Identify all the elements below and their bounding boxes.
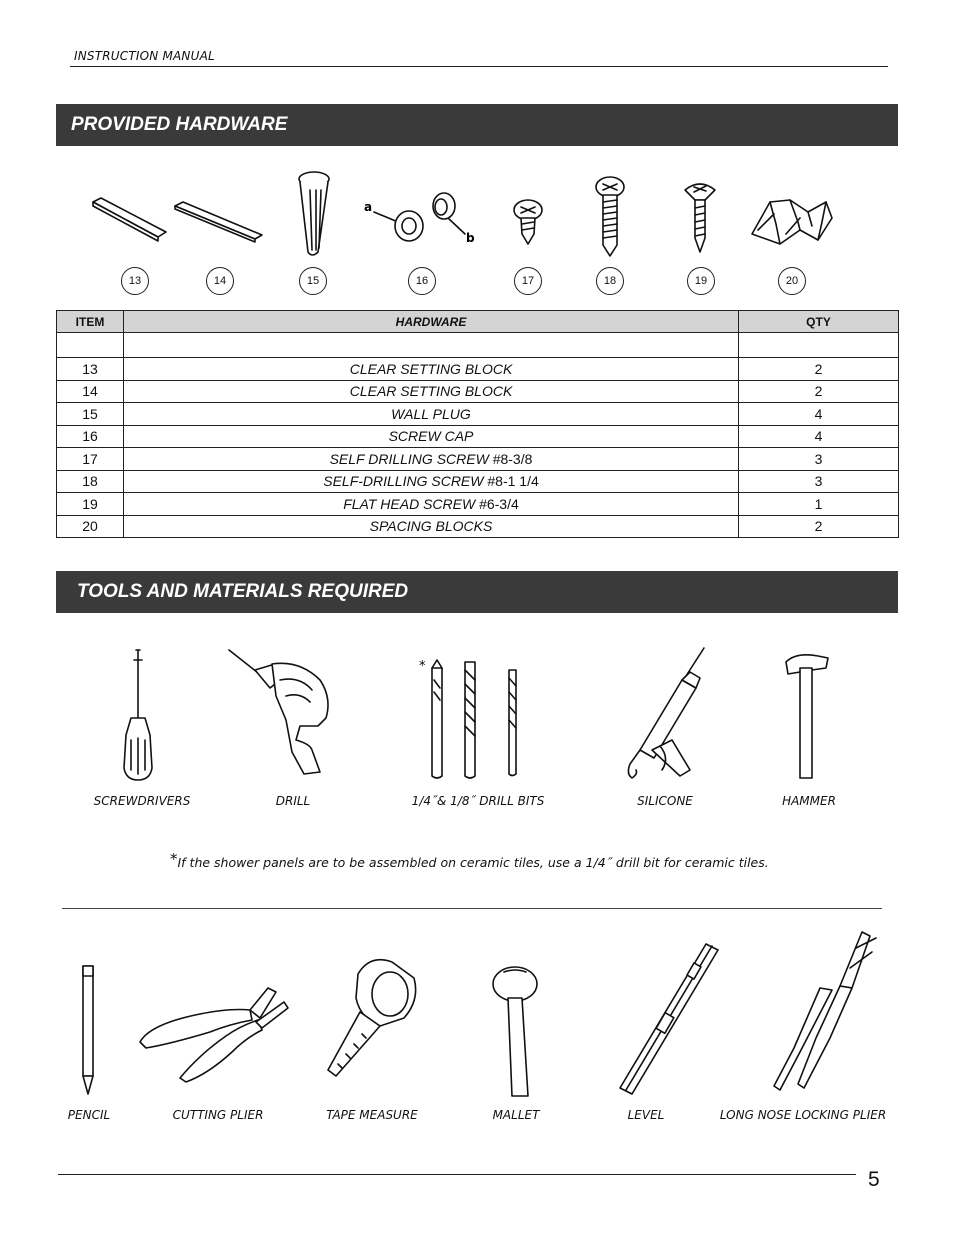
row-qty: 3 (739, 448, 899, 471)
row-hardware: FLAT HEAD SCREW #6-3/4 (124, 493, 739, 516)
section-title-tools-and-materials: TOOLS AND MATERIALS REQUIRED (77, 581, 409, 602)
level-illustration (620, 944, 718, 1094)
screw-cap-illustration (374, 193, 465, 241)
label-drill-bits: 1/4˝& 1/8˝ DRILL BITS (411, 794, 545, 808)
page-number: 5 (868, 1168, 880, 1191)
table-row (57, 470, 899, 493)
screw-cap-b-label: b (466, 231, 475, 245)
row-hardware: CLEAR SETTING BLOCK (124, 358, 739, 381)
label-long-nose-locking-plier: LONG NOSE LOCKING PLIER (719, 1108, 887, 1122)
drill-bits-illustration (432, 660, 516, 778)
row-item: 15 (57, 403, 124, 426)
row-item: 19 (57, 493, 124, 516)
long-nose-locking-plier-illustration (774, 932, 876, 1090)
table-row (57, 425, 899, 448)
table-row (57, 448, 899, 471)
row-qty: 3 (739, 470, 899, 493)
table-row (57, 358, 899, 381)
callout-18: 18 (596, 267, 624, 295)
callout-16: 16 (408, 267, 436, 295)
wall-plug-illustration (299, 172, 329, 255)
tools-row1-illustrations (0, 640, 954, 790)
row-hardware: WALL PLUG (124, 403, 739, 426)
tape-measure-illustration (328, 960, 416, 1076)
silicone-caulk-gun-illustration (628, 648, 704, 778)
row-item: 14 (57, 380, 124, 403)
row-qty: 1 (739, 493, 899, 516)
row-item: 20 (57, 515, 124, 538)
drill-bit-asterisk: * (419, 659, 426, 674)
label-cutting-plier: CUTTING PLIER (172, 1108, 264, 1122)
row-item: 18 (57, 470, 124, 493)
row-hardware: SELF-DRILLING SCREW #8-1 1/4 (124, 470, 739, 493)
row-item: 13 (57, 358, 124, 381)
table-row (57, 403, 899, 426)
label-silicone: SILICONE (637, 794, 693, 808)
header-rule (70, 66, 888, 67)
callout-20: 20 (778, 267, 806, 295)
document-header-title: INSTRUCTION MANUAL (74, 49, 215, 63)
row-qty: 2 (739, 515, 899, 538)
callout-17: 17 (514, 267, 542, 295)
col-header-qty: QTY (739, 311, 899, 333)
hammer-illustration (786, 655, 828, 778)
screwdriver-illustration (124, 650, 152, 780)
callout-15: 15 (299, 267, 327, 295)
table-row (57, 515, 899, 538)
label-tape-measure: TAPE MEASURE (326, 1108, 418, 1122)
callout-19: 19 (687, 267, 715, 295)
table-header-row (57, 311, 899, 333)
ceramic-tile-note (170, 850, 769, 870)
pencil-illustration (83, 966, 93, 1094)
row-qty: 2 (739, 358, 899, 381)
label-level: LEVEL (627, 1108, 665, 1122)
callout-13: 13 (121, 267, 149, 295)
self-drilling-screw-short-illustration (514, 200, 542, 244)
cutting-plier-illustration (140, 988, 288, 1082)
note-asterisk: * (170, 850, 178, 868)
section-title-provided-hardware: PROVIDED HARDWARE (71, 114, 288, 135)
tools-row2-illustrations (0, 928, 954, 1098)
col-header-hardware: HARDWARE (124, 311, 739, 333)
section-bar-provided-hardware (56, 104, 898, 146)
label-mallet: MALLET (492, 1108, 540, 1122)
section-divider (62, 908, 882, 909)
screw-cap-a-label: a (364, 200, 373, 214)
label-pencil: PENCIL (67, 1108, 111, 1122)
spacing-blocks-illustration (752, 200, 832, 244)
row-qty: 2 (739, 380, 899, 403)
label-drill: DRILL (275, 794, 311, 808)
label-screwdrivers: SCREWDRIVERS (93, 794, 191, 808)
callout-14: 14 (206, 267, 234, 295)
table-row (57, 380, 899, 403)
row-qty: 4 (739, 425, 899, 448)
row-hardware: CLEAR SETTING BLOCK (124, 380, 739, 403)
row-qty: 4 (739, 403, 899, 426)
row-item: 16 (57, 425, 124, 448)
mallet-illustration (493, 967, 537, 1096)
setting-block-14-illustration (175, 202, 262, 242)
row-hardware: SPACING BLOCKS (124, 515, 739, 538)
setting-block-13-illustration (93, 198, 166, 241)
hardware-table (56, 310, 899, 538)
col-header-item: ITEM (57, 311, 124, 333)
note-text: If the shower panels are to be assembled on ceramic tiles, use a 1/4˝ drill bit for ceramic tiles. (177, 855, 769, 870)
flat-head-screw-illustration (685, 184, 715, 252)
drill-illustration (229, 650, 328, 774)
footer-rule (58, 1174, 856, 1175)
self-drilling-screw-long-illustration (596, 177, 624, 256)
label-hammer: HAMMER (782, 794, 836, 808)
row-hardware: SCREW CAP (124, 425, 739, 448)
row-hardware: SELF DRILLING SCREW #8-3/8 (124, 448, 739, 471)
table-row-empty (57, 333, 899, 358)
row-item: 17 (57, 448, 124, 471)
table-row (57, 493, 899, 516)
section-bar-tools-and-materials (56, 571, 898, 613)
